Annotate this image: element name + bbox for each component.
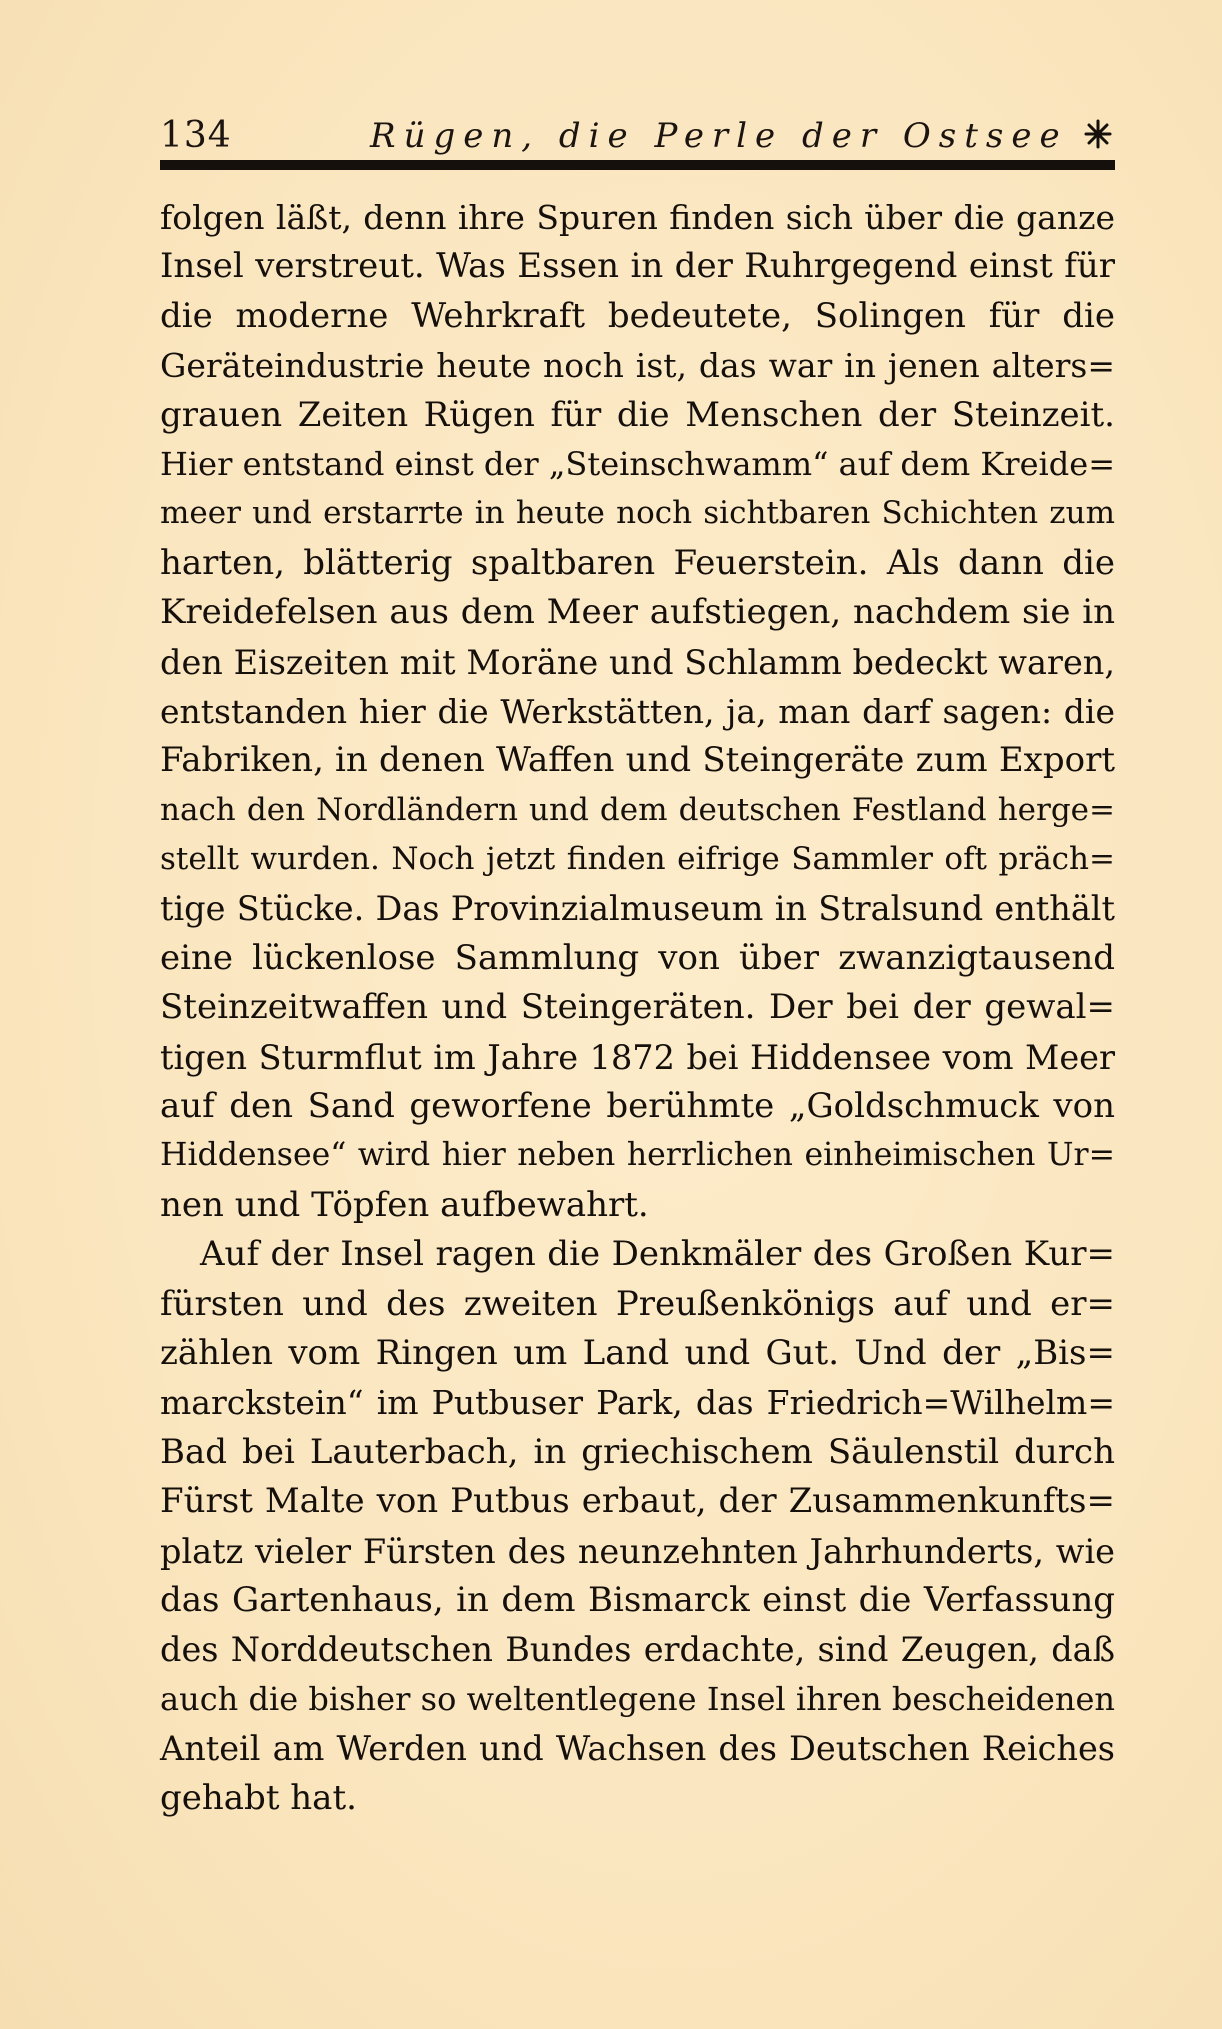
paragraph xyxy=(160,1230,1115,1823)
text-line: eine lückenlose Sammlung von über zwanzigtausend xyxy=(160,937,1115,978)
paragraph xyxy=(160,193,1115,1230)
text-line: entstanden hier die Werkstätten, ja, man darf sagen: die xyxy=(160,691,1115,731)
page-number: 134 xyxy=(160,115,232,156)
running-title: Rügen, die Perle der Ostsee xyxy=(370,116,1068,156)
text-line: Bad bei Lauterbach, in griechischem Säulenstil durch xyxy=(160,1431,1115,1472)
text-line: meer und erstarrte in heute noch sichtbaren Schichten zum xyxy=(160,495,1115,532)
text-line: Hiddensee“ wird hier neben herrlichen einheimischen Ur= xyxy=(160,1137,1115,1174)
text-line: fürsten und des zweiten Preußenkönigs auf und er= xyxy=(160,1283,1115,1324)
text-line: Hier entstand einst der „Steinschwamm“ auf dem Kreide= xyxy=(160,444,1115,483)
text-line: das Gartenhaus, in dem Bismarck einst die Verfassung xyxy=(160,1579,1115,1620)
text-line: platz vieler Fürsten des neunzehnten Jahrhunderts, wie xyxy=(160,1531,1115,1571)
text-line: des Norddeutschen Bundes erdachte, sind Zeugen, daß xyxy=(160,1630,1115,1670)
text-line: auf den Sand geworfene berühmte „Goldschmuck von xyxy=(160,1086,1115,1127)
text-line: folgen läßt, denn ihre Spuren finden sich über die ganze xyxy=(160,198,1115,237)
text-line: die moderne Wehrkraft bedeutete, Solingen für die xyxy=(160,295,1115,336)
text-line: stellt wurden. Noch jetzt finden eifrige Sammler oft präch= xyxy=(160,841,1115,878)
text-line: gehabt hat. xyxy=(160,1777,357,1818)
text-line: auch die bisher so weltentlegene Insel ihren bescheidenen xyxy=(160,1679,1115,1718)
text-line: Fürst Malte von Putbus erbaut, der Zusammenkunfts= xyxy=(160,1481,1115,1522)
text-line: Steinzeitwaffen und Steingeräten. Der bei der gewal= xyxy=(160,987,1115,1028)
text-line: Insel verstreut. Was Essen in der Ruhrgegend einst für xyxy=(160,246,1115,287)
text-line: Auf der Insel ragen die Denkmäler des Großen Kur= xyxy=(200,1234,1115,1275)
asterisk-ornament-icon xyxy=(1081,112,1115,160)
text-line: zählen vom Ringen um Land und Gut. Und der „Bis= xyxy=(160,1332,1115,1373)
text-line: tige Stücke. Das Provinzialmuseum in Stralsund enthält xyxy=(160,889,1115,929)
text-line: Kreidefelsen aus dem Meer aufstiegen, nachdem sie in xyxy=(160,592,1115,633)
text-line: grauen Zeiten Rügen für die Menschen der Steinzeit. xyxy=(160,394,1115,435)
text-line: marckstein“ im Putbuser Park, das Friedrich=Wilhelm= xyxy=(160,1383,1115,1423)
text-line: harten, blätterig spaltbaren Feuerstein. Als dann die xyxy=(160,542,1115,583)
text-line: nen und Töpfen aufbewahrt. xyxy=(160,1184,649,1225)
body-text xyxy=(160,193,1115,1823)
text-line: tigen Sturmflut im Jahre 1872 bei Hiddensee vom Meer xyxy=(160,1037,1115,1077)
header-rule xyxy=(160,160,1115,170)
text-line: Anteil am Werden und Wachsen des Deutschen Reiches xyxy=(160,1729,1115,1769)
text-line: Geräteindustrie heute noch ist, das war in jenen alters= xyxy=(160,346,1115,386)
text-line: Fabriken, in denen Waffen und Steingeräte zum Export xyxy=(160,740,1115,781)
running-head xyxy=(160,112,1115,160)
text-line: den Eiszeiten mit Moräne und Schlamm bedeckt waren, xyxy=(160,642,1115,682)
text-line: nach den Nordländern und dem deutschen Festland herge= xyxy=(160,791,1115,828)
